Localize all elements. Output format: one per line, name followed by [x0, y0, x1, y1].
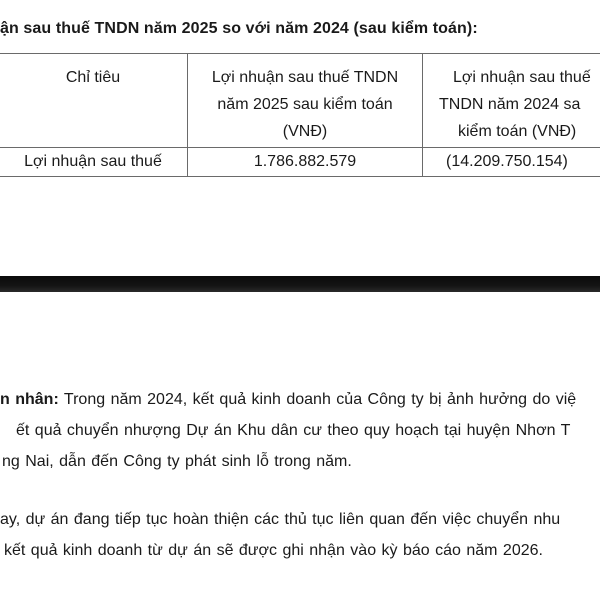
- table-row: [0, 148, 600, 177]
- page-divider: [0, 276, 600, 292]
- header-line: (VNĐ): [282, 123, 328, 140]
- header-cell-indicator: [0, 54, 188, 148]
- profit-table: [0, 53, 600, 177]
- paragraph-line: [0, 384, 600, 415]
- table-header-row: [0, 54, 600, 148]
- paragraph-line: ay, dự án đang tiếp tục hoàn thiện các thủ tục liên quan đến việc chuyển nhu: [0, 511, 561, 528]
- paragraph-label: n nhân:: [0, 391, 59, 408]
- paragraph-outlook: [0, 504, 600, 566]
- section-heading: ận sau thuế TNDN năm 2025 so với năm 2024 (sau kiểm toán):: [0, 20, 478, 37]
- paragraph-text: Trong năm 2024, kết quả kinh doanh của Công ty bị ảnh hưởng do việ: [58, 391, 577, 408]
- paragraph-line: kết quả kinh doanh từ dự án sẽ được ghi nhận vào kỳ báo cáo năm 2026.: [4, 542, 543, 559]
- header-cell-2024: [423, 54, 600, 148]
- header-line: Chỉ tiêu: [65, 69, 121, 86]
- upper-document-page: [0, 0, 600, 276]
- header-cell-2025: [188, 54, 423, 148]
- header-line: Lợi nhuận sau thuế: [453, 69, 591, 86]
- header-line: TNDN năm 2024 sa: [439, 96, 581, 113]
- lower-document-page: [0, 292, 600, 600]
- header-line: năm 2025 sau kiểm toán: [217, 96, 393, 113]
- paragraph-line: ết quả chuyển nhượng Dự án Khu dân cư theo quy hoạch tại huyện Nhơn T: [16, 422, 571, 439]
- paragraph-reason: [0, 384, 600, 477]
- paragraph-line: ng Nai, dẫn đến Công ty phát sinh lỗ trong năm.: [2, 453, 352, 470]
- row-value-2024: (14.209.750.154): [423, 148, 600, 177]
- row-value-2025: 1.786.882.579: [188, 148, 423, 177]
- row-label-cell: Lợi nhuận sau thuế: [0, 148, 188, 177]
- header-line: Lợi nhuận sau thuế TNDN: [211, 69, 399, 86]
- header-line: kiểm toán (VNĐ): [458, 123, 577, 140]
